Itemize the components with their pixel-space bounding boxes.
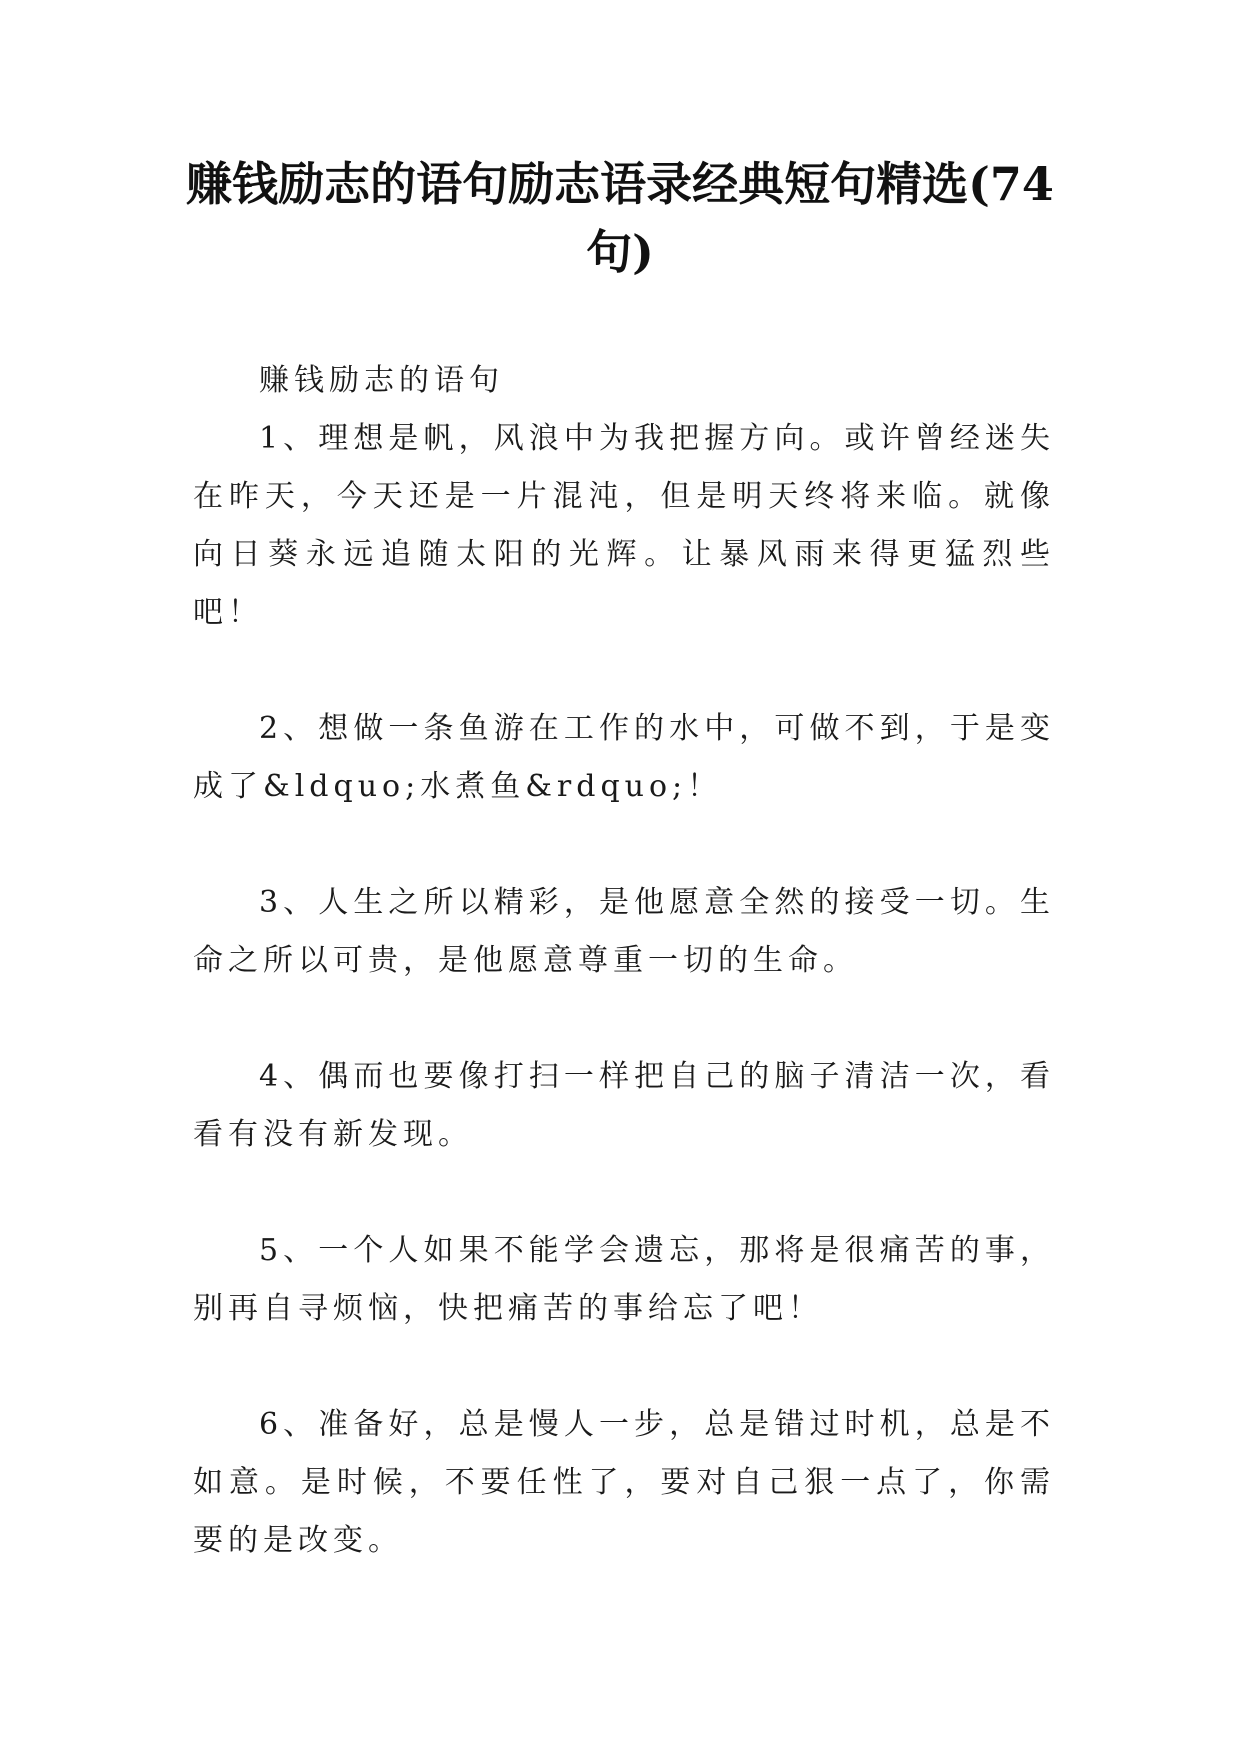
quote-paragraph-1: 1、理想是帆，风浪中为我把握方向。或许曾经迷失在昨天，今天还是一片混沌，但是明天终将来临。就像向日葵永远追随太阳的光辉。让暴风雨来得更猛烈些吧！ (193, 421, 1055, 630)
quote-paragraph-6: 6、准备好，总是慢人一步，总是错过时机，总是不如意。是时候，不要任性了，要对自己狠一点了，你需要的是改变。 (193, 1407, 1055, 1558)
document-body (193, 352, 1055, 1570)
quote-paragraph-3: 3、人生之所以精彩，是他愿意全然的接受一切。生命之所以可贵，是他愿意尊重一切的生命。 (193, 885, 1055, 978)
quote-paragraph-5: 5、一个人如果不能学会遗忘，那将是很痛苦的事，别再自寻烦恼，快把痛苦的事给忘了吧！ (193, 1233, 1055, 1326)
section-heading: 赚钱励志的语句 (259, 363, 504, 398)
quote-paragraph-4: 4、偶而也要像打扫一样把自己的脑子清洁一次，看看有没有新发现。 (193, 1059, 1055, 1152)
document-title: 赚钱励志的语句励志语录经典短句精选(74句) (186, 157, 1054, 279)
quote-paragraph-2: 2、想做一条鱼游在工作的水中，可做不到，于是变成了&ldquo;水煮鱼&rdquo;！ (193, 711, 1055, 804)
